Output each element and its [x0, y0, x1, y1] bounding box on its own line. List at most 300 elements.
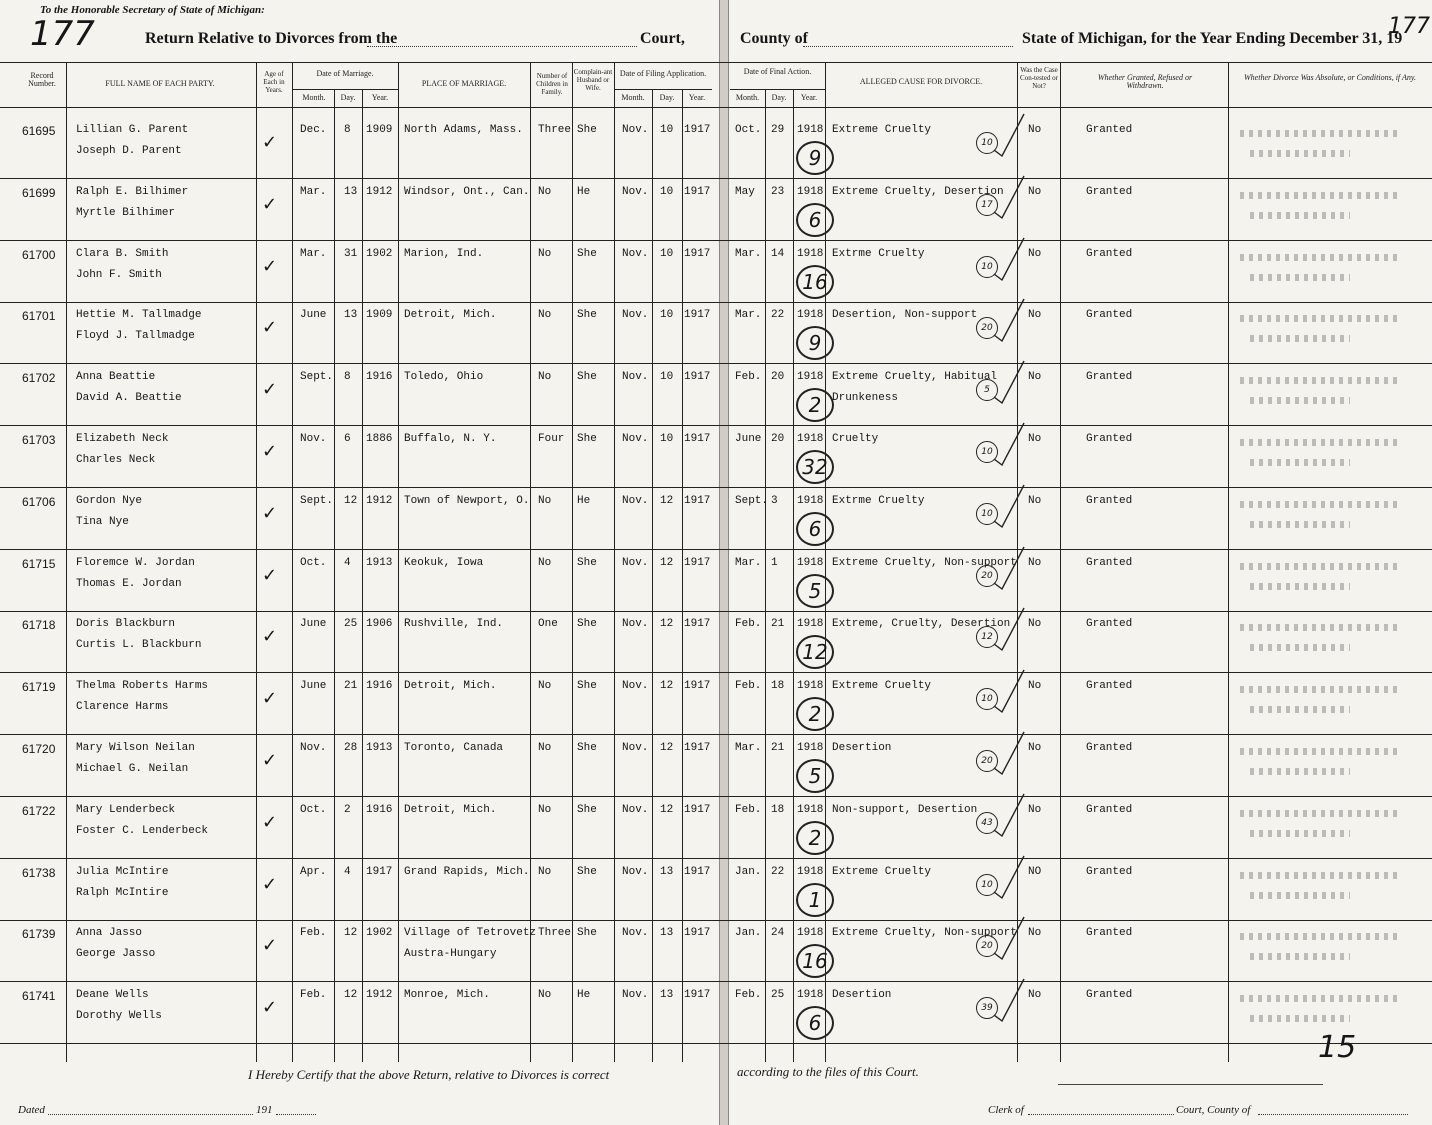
cell-ad: 1 — [771, 556, 778, 569]
cell-fy: 1917 — [684, 927, 711, 940]
cell-fy: 1917 — [684, 865, 711, 878]
cell-fy: 1917 — [684, 618, 711, 631]
cell-comp: She — [577, 742, 597, 754]
cell-md: 8 — [344, 124, 351, 136]
clerk-blank — [1028, 1114, 1174, 1116]
cell-place: Detroit, Mich. — [404, 803, 497, 816]
cell-fm: Nov. — [622, 124, 649, 136]
according-text: according to the files of this Court. — [737, 1064, 919, 1079]
cell-my: 1917 — [366, 865, 393, 878]
header-date-of-marriage: Date of Marriage. — [316, 69, 374, 78]
cell-ad: 22 — [771, 865, 785, 878]
cell-contested: No — [1028, 247, 1042, 260]
cell-place: Buffalo, N. Y. — [404, 433, 497, 445]
cell-contested: No — [1028, 494, 1042, 507]
cell-granted: Granted — [1086, 680, 1133, 693]
small-circled-mark: 43 — [976, 812, 998, 834]
cell-fy: 1917 — [684, 247, 711, 260]
tick-stroke-icon — [990, 975, 1030, 1025]
cell-granted: Granted — [1086, 865, 1133, 878]
cell-p2: Tina Nye — [76, 515, 129, 528]
circled-duration-mark: 1 — [796, 883, 834, 917]
cell-comp: She — [577, 556, 597, 569]
cell-record: 61703 — [22, 433, 56, 447]
table-row — [0, 365, 1432, 427]
header-date-final-action: Date of Final Action. — [743, 67, 812, 76]
faded-conditions-text — [1250, 274, 1350, 281]
cell-cause2: Drunkeness — [832, 392, 899, 405]
cell-fd: 12 — [660, 618, 674, 631]
dated-year: 191 — [256, 1104, 273, 1116]
cell-md: 8 — [344, 371, 351, 384]
cell-ay: 1918 — [797, 865, 824, 878]
faded-conditions-text — [1240, 130, 1400, 137]
clerk-label: Clerk of — [988, 1104, 1024, 1116]
cell-ad: 29 — [771, 124, 785, 136]
cell-my: 1913 — [366, 556, 393, 569]
cell-p1: Doris Blackburn — [76, 618, 176, 631]
cell-fd: 13 — [660, 989, 674, 1002]
faded-conditions-text — [1250, 953, 1350, 960]
cell-fd: 10 — [660, 124, 674, 136]
cell-fd: 10 — [660, 309, 674, 322]
cell-mm: Feb. — [300, 989, 327, 1002]
cell-cause: Desertion — [832, 742, 892, 754]
age-check-icon: ✓ — [262, 379, 278, 401]
cell-granted: Granted — [1086, 742, 1133, 754]
small-circled-mark: 10 — [976, 874, 998, 896]
cell-p1: Anna Beattie — [76, 371, 156, 384]
cell-ad: 18 — [771, 680, 785, 693]
header-alleged-cause: ALLEGED CAUSE FOR DIVORCE. — [859, 77, 983, 86]
faded-conditions-text — [1250, 212, 1350, 219]
cell-granted: Granted — [1086, 433, 1133, 445]
age-check-icon: ✓ — [262, 255, 278, 277]
table-top-line — [0, 62, 1432, 63]
table-row — [0, 798, 1432, 860]
cell-fd: 12 — [660, 556, 674, 569]
cell-place: Rushville, Ind. — [404, 618, 504, 631]
cell-mm: June — [300, 309, 327, 322]
cell-my: 1909 — [366, 124, 393, 136]
cell-fy: 1917 — [684, 680, 711, 693]
cell-fd: 10 — [660, 185, 674, 198]
faded-conditions-text — [1250, 459, 1350, 466]
table-row — [0, 180, 1432, 242]
tick-stroke-icon — [990, 913, 1030, 963]
faded-conditions-text — [1250, 583, 1350, 590]
faded-conditions-text — [1240, 439, 1400, 446]
small-circled-mark: 10 — [976, 688, 998, 710]
age-check-icon: ✓ — [262, 564, 278, 586]
title-right: State of Michigan, for the Year Ending December 31, 19 — [1022, 30, 1403, 47]
header-absolute: Whether Divorce Was Absolute, or Conditions, if Any. — [1244, 73, 1416, 82]
cell-md: 13 — [344, 185, 358, 198]
cell-fd: 13 — [660, 865, 674, 878]
cell-cause: Cruelty — [832, 433, 879, 445]
cell-md: 28 — [344, 742, 358, 754]
faded-conditions-text — [1250, 521, 1350, 528]
cell-mm: June — [300, 680, 327, 693]
cell-children: Three — [538, 124, 572, 136]
small-circled-mark: 10 — [976, 132, 998, 154]
tick-stroke-icon — [990, 481, 1030, 531]
cell-ay: 1918 — [797, 927, 824, 940]
cell-cause: Extreme Cruelty — [832, 124, 932, 136]
cell-p1: Anna Jasso — [76, 927, 143, 940]
cell-p2: Thomas E. Jordan — [76, 577, 182, 590]
header-bottom-line — [0, 107, 1432, 108]
cell-p2: Michael G. Neilan — [76, 763, 189, 775]
cell-my: 1916 — [366, 680, 393, 693]
header-action-day: Day. — [771, 93, 787, 102]
page-number: 177 — [30, 14, 95, 54]
circled-duration-mark: 32 — [796, 450, 834, 484]
cell-p1: Floremce W. Jordan — [76, 556, 195, 569]
cell-children: Three — [538, 927, 572, 940]
cell-place: Marion, Ind. — [404, 247, 484, 260]
cell-fy: 1917 — [684, 556, 711, 569]
cell-comp: She — [577, 865, 597, 878]
cell-comp: She — [577, 927, 597, 940]
faded-conditions-text — [1240, 315, 1400, 322]
cell-place: Village of Tetrovetz — [404, 927, 537, 940]
cell-am: Jan. — [735, 927, 762, 940]
cell-record: 61701 — [22, 309, 56, 324]
cell-contested: No — [1028, 309, 1042, 322]
signature-line — [1058, 1084, 1323, 1085]
circled-duration-mark: 6 — [796, 1006, 834, 1040]
faded-conditions-text — [1240, 501, 1400, 508]
cell-fy: 1917 — [684, 371, 711, 384]
circled-duration-mark: 5 — [796, 759, 834, 793]
cell-fd: 12 — [660, 742, 674, 754]
addressee: To the Honorable Secretary of State of Michigan: — [40, 4, 265, 16]
cell-fm: Nov. — [622, 927, 649, 940]
table-row — [0, 921, 1432, 983]
tick-stroke-icon — [990, 852, 1030, 902]
small-circled-mark: 20 — [976, 565, 998, 587]
cell-my: 1912 — [366, 494, 393, 507]
cell-my: 1902 — [366, 247, 393, 260]
court-blank — [367, 46, 637, 48]
faded-conditions-text — [1240, 377, 1400, 384]
faded-conditions-text — [1240, 254, 1400, 261]
table-row — [0, 736, 1432, 798]
cell-am: Mar. — [735, 309, 762, 322]
faded-conditions-text — [1240, 563, 1400, 570]
table-row — [0, 489, 1432, 551]
cell-p2: Dorothy Wells — [76, 1010, 162, 1023]
circled-duration-mark: 12 — [796, 635, 834, 669]
tick-stroke-icon — [990, 172, 1030, 222]
cell-md: 21 — [344, 680, 358, 693]
court-county-label: Court, County of — [1176, 1104, 1251, 1116]
cell-children: No — [538, 742, 552, 754]
action-subline — [730, 89, 825, 90]
faded-conditions-text — [1250, 335, 1350, 342]
cell-record: 61738 — [22, 865, 56, 880]
page-number-right: 177 — [1388, 14, 1430, 39]
age-check-icon: ✓ — [262, 750, 278, 771]
cell-granted: Granted — [1086, 185, 1133, 198]
cell-my: 1909 — [366, 309, 393, 322]
cell-p2: Ralph McIntire — [76, 886, 169, 899]
faded-conditions-text — [1250, 644, 1350, 651]
cell-cause: Desertion, Non-support — [832, 309, 978, 322]
cell-mm: Apr. — [300, 865, 327, 878]
cell-fd: 10 — [660, 371, 674, 384]
age-check-icon: ✓ — [262, 688, 278, 710]
cell-children: No — [538, 309, 552, 322]
cell-children: No — [538, 247, 552, 260]
cell-fy: 1917 — [684, 494, 711, 507]
cell-record: 61695 — [22, 124, 56, 138]
cell-md: 2 — [344, 803, 351, 816]
cell-fy: 1917 — [684, 433, 711, 445]
faded-conditions-text — [1250, 397, 1350, 404]
cell-md: 12 — [344, 494, 358, 507]
cell-fm: Nov. — [622, 309, 649, 322]
cell-contested: No — [1028, 989, 1042, 1002]
cell-fm: Nov. — [622, 989, 649, 1002]
cell-ad: 20 — [771, 433, 785, 445]
header-filing-year: Year. — [688, 93, 706, 102]
row-divider — [0, 1043, 1432, 1044]
faded-conditions-text — [1240, 686, 1400, 693]
cell-comp: She — [577, 433, 597, 445]
cell-md: 13 — [344, 309, 358, 322]
cell-comp: She — [577, 309, 597, 322]
cell-record: 61706 — [22, 494, 56, 509]
header-action-year: Year. — [800, 93, 818, 102]
cell-contested: No — [1028, 927, 1042, 940]
cell-granted: Granted — [1086, 927, 1133, 940]
small-circled-mark: 39 — [976, 997, 998, 1019]
cell-contested: No — [1028, 433, 1042, 445]
cell-my: 1913 — [366, 742, 393, 754]
circled-duration-mark: 16 — [796, 265, 834, 299]
cell-comp: She — [577, 618, 597, 631]
cell-granted: Granted — [1086, 247, 1133, 260]
cell-children: No — [538, 556, 552, 569]
cell-p2: Floyd J. Tallmadge — [76, 330, 195, 343]
faded-conditions-text — [1250, 150, 1350, 157]
cell-ay: 1918 — [797, 494, 824, 507]
cell-ay: 1918 — [797, 556, 824, 569]
cell-p1: Elizabeth Neck — [76, 433, 169, 445]
cell-ad: 14 — [771, 247, 785, 260]
cell-p2: Foster C. Lenderbeck — [76, 824, 209, 837]
cell-ay: 1918 — [797, 371, 824, 384]
circled-duration-mark: 5 — [796, 574, 834, 608]
cell-fm: Nov. — [622, 618, 649, 631]
age-check-icon: ✓ — [262, 441, 278, 462]
cell-fm: Nov. — [622, 247, 649, 260]
cell-ad: 3 — [771, 494, 778, 507]
cell-contested: NO — [1028, 865, 1042, 878]
tick-stroke-icon — [990, 666, 1030, 716]
cell-p2: David A. Beattie — [76, 392, 182, 405]
cell-contested: No — [1028, 680, 1042, 693]
cell-fy: 1917 — [684, 742, 711, 754]
cell-fy: 1917 — [684, 989, 711, 1002]
small-circled-mark: 10 — [976, 503, 998, 525]
circled-duration-mark: 9 — [796, 141, 834, 175]
faded-conditions-text — [1240, 933, 1400, 940]
cell-fm: Nov. — [622, 680, 649, 693]
cell-my: 1912 — [366, 989, 393, 1002]
cell-mm: Sept. — [300, 371, 334, 384]
cell-md: 4 — [344, 556, 351, 569]
age-check-icon: ✓ — [262, 502, 278, 524]
cell-place: Detroit, Mich. — [404, 309, 497, 322]
cell-fd: 12 — [660, 803, 674, 816]
cell-p2: Myrtle Bilhimer — [76, 206, 176, 219]
table-row — [0, 551, 1432, 613]
cell-record: 61715 — [22, 556, 56, 571]
faded-conditions-text — [1240, 748, 1400, 755]
cell-p2: Joseph D. Parent — [76, 145, 182, 157]
cell-record: 61718 — [22, 618, 56, 633]
cell-cause: Extreme Cruelty — [832, 680, 932, 693]
cell-granted: Granted — [1086, 556, 1133, 569]
circled-duration-mark: 9 — [796, 326, 834, 360]
cell-children: No — [538, 989, 552, 1002]
cell-fd: 13 — [660, 927, 674, 940]
county-prefix: County of — [740, 30, 809, 47]
cell-record: 61702 — [22, 371, 56, 386]
cell-md: 25 — [344, 618, 358, 631]
cell-mm: Sept. — [300, 494, 334, 507]
small-circled-mark: 10 — [976, 256, 998, 278]
court-suffix: Court, — [640, 30, 685, 47]
cell-record: 61720 — [22, 742, 56, 756]
cell-p2: John F. Smith — [76, 268, 162, 281]
faded-conditions-text — [1240, 624, 1400, 631]
cell-cause: Extrme Cruelty — [832, 494, 925, 507]
cell-cause: Extreme Cruelty, Non-support — [832, 927, 1017, 940]
cell-place2: Austra-Hungary — [404, 948, 497, 961]
header-date-of-filing: Date of Filing Application. — [619, 69, 707, 78]
cell-place: Town of Newport, O. — [404, 494, 530, 507]
cell-contested: No — [1028, 618, 1042, 631]
circled-duration-mark: 2 — [796, 821, 834, 855]
header-children: Number of Children in Family. — [536, 72, 568, 96]
cell-fd: 12 — [660, 680, 674, 693]
cell-ay: 1918 — [797, 803, 824, 816]
cell-am: Mar. — [735, 742, 762, 754]
cell-mm: Mar. — [300, 247, 327, 260]
header-full-name: FULL NAME OF EACH PARTY. — [105, 79, 215, 88]
cell-am: May — [735, 185, 755, 198]
cell-mm: June — [300, 618, 327, 631]
filing-subline — [614, 89, 712, 90]
cell-p1: Thelma Roberts Harms — [76, 680, 209, 693]
small-circled-mark: 5 — [976, 379, 998, 401]
faded-conditions-text — [1240, 872, 1400, 879]
cell-ay: 1918 — [797, 433, 824, 445]
tick-stroke-icon — [990, 543, 1030, 593]
table-row — [0, 983, 1432, 1045]
cell-comp: He — [577, 494, 591, 507]
table-row — [0, 427, 1432, 489]
cell-children: No — [538, 494, 552, 507]
cell-p1: Mary Wilson Neilan — [76, 742, 195, 754]
faded-conditions-text — [1240, 192, 1400, 199]
cell-mm: Nov. — [300, 742, 327, 754]
cell-ay: 1918 — [797, 989, 824, 1002]
cell-ay: 1918 — [797, 742, 824, 754]
cell-p1: Clara B. Smith — [76, 247, 169, 260]
cell-ad: 21 — [771, 742, 785, 754]
cell-granted: Granted — [1086, 618, 1133, 631]
cell-granted: Granted — [1086, 494, 1133, 507]
table-row — [0, 242, 1432, 304]
cell-p1: Julia McIntire — [76, 865, 169, 878]
header-marriage-day: Day. — [340, 93, 356, 102]
title-left: Return Relative to Divorces from the — [145, 30, 398, 47]
cell-fy: 1917 — [684, 124, 711, 136]
cell-ad: 18 — [771, 803, 785, 816]
table-row — [0, 118, 1432, 180]
dated-year-blank — [276, 1114, 316, 1116]
circled-duration-mark: 6 — [796, 203, 834, 237]
faded-conditions-text — [1250, 892, 1350, 899]
cell-p2: Clarence Harms — [76, 701, 169, 714]
cell-am: Mar. — [735, 247, 762, 260]
cell-p1: Deane Wells — [76, 989, 149, 1002]
header-marriage-month: Month. — [302, 93, 326, 102]
faded-conditions-text — [1250, 1015, 1350, 1022]
age-check-icon: ✓ — [262, 193, 278, 215]
header-filing-day: Day. — [659, 93, 675, 102]
cell-record: 61699 — [22, 185, 56, 200]
cell-cause: Desertion — [832, 989, 892, 1002]
small-circled-mark: 12 — [976, 626, 998, 648]
cell-place: Grand Rapids, Mich. — [404, 865, 530, 878]
small-circled-mark: 20 — [976, 317, 998, 339]
age-check-icon: ✓ — [262, 873, 278, 895]
cell-md: 12 — [344, 989, 358, 1002]
tick-stroke-icon — [990, 604, 1030, 654]
cell-place: Keokuk, Iowa — [404, 556, 484, 569]
cell-children: No — [538, 865, 552, 878]
cell-p1: Mary Lenderbeck — [76, 803, 176, 816]
cell-children: No — [538, 803, 552, 816]
age-check-icon: ✓ — [262, 317, 278, 339]
cell-comp: She — [577, 680, 597, 693]
circled-duration-mark: 16 — [796, 944, 834, 978]
header-record-number: Record Number. — [28, 71, 56, 88]
cell-contested: No — [1028, 742, 1042, 754]
cell-mm: Oct. — [300, 803, 327, 816]
small-circled-mark: 10 — [976, 441, 998, 463]
cell-fd: 12 — [660, 494, 674, 507]
cell-cause: Extreme Cruelty, Non-support — [832, 556, 1017, 569]
cell-md: 12 — [344, 927, 358, 940]
marriage-subline — [292, 89, 398, 90]
faded-conditions-text — [1250, 830, 1350, 837]
table-row — [0, 674, 1432, 736]
header-complainant: Complain-ant Husband or Wife. — [573, 68, 613, 92]
cell-fy: 1917 — [684, 803, 711, 816]
cell-ay: 1918 — [797, 618, 824, 631]
cell-comp: He — [577, 185, 591, 198]
cell-comp: He — [577, 989, 591, 1002]
age-check-icon: ✓ — [262, 997, 278, 1019]
cell-place: North Adams, Mass. — [404, 124, 523, 136]
